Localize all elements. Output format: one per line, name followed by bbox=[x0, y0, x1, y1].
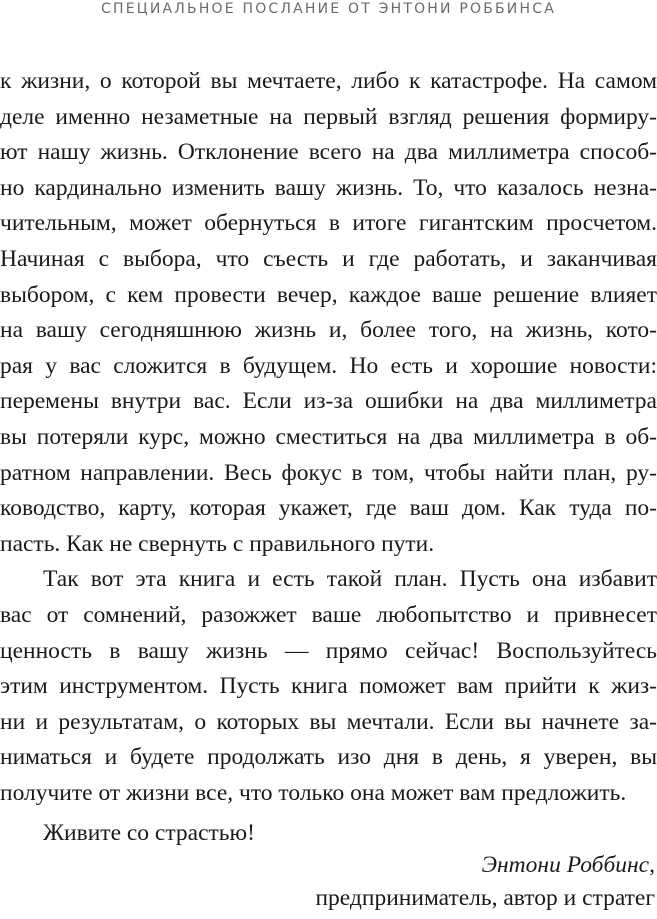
text-line: рая у вас сложится в будущем. Но есть и хорошие новости: bbox=[0, 352, 657, 379]
text-line: получите от жизни все, что только она может вам предложить. bbox=[0, 779, 627, 806]
text-line: чительным, может обернуться в итоге гигантским просчетом. bbox=[0, 210, 657, 237]
body-text bbox=[0, 64, 657, 811]
text-line: но кардинально изменить вашу жизнь. То, что казалось незна- bbox=[0, 174, 657, 201]
text-line: этим инструментом. Пусть книга поможет вам прийти к жиз- bbox=[0, 673, 657, 700]
text-line: ни и результатам, о которых вы мечтали. Если вы начнете за- bbox=[0, 708, 657, 735]
text-line: вы потеряли курс, можно сместиться на два миллиметра в об- bbox=[0, 423, 657, 450]
text-line: ют нашу жизнь. Отклонение всего на два миллиметра способ- bbox=[0, 139, 657, 166]
text-line: деле именно незаметные на первый взгляд решения формиру- bbox=[0, 103, 657, 130]
text-line: Начиная с выбора, что съесть и где работать, и заканчивая bbox=[0, 245, 657, 272]
text-line: Так вот эта книга и есть такой план. Пусть она избавит bbox=[43, 566, 657, 593]
closing-line: Живите со страстью! bbox=[43, 820, 255, 846]
text-line: ратном направлении. Весь фокус в том, чтобы найти план, ру- bbox=[0, 459, 657, 486]
text-line: ценность в вашу жизнь — прямо сейчас! Воспользуйтесь bbox=[0, 637, 657, 664]
text-line: на вашу сегодняшнюю жизнь и, более того, на жизнь, кото- bbox=[0, 317, 657, 344]
text-line: вас от сомнений, разожжет ваше любопытство и привнесет bbox=[0, 601, 657, 628]
text-line: пасть. Как не свернуть с правильного пути. bbox=[0, 530, 435, 557]
text-line: перемены внутри вас. Если из-за ошибки на два миллиметра bbox=[0, 388, 657, 415]
signature-title: предприниматель, автор и стратег bbox=[315, 885, 655, 911]
text-line: ководство, карту, которая укажет, где ваш дом. Как туда по- bbox=[0, 495, 657, 522]
text-line: к жизни, о которой вы мечтаете, либо к катастрофе. На самом bbox=[0, 68, 657, 94]
text-line: выбором, с кем провести вечер, каждое ваше решение влияет bbox=[0, 281, 657, 308]
running-header: СПЕЦИАЛЬНОЕ ПОСЛАНИЕ ОТ ЭНТОНИ РОББИНСА bbox=[101, 1, 556, 17]
signature-name: Энтони Роббинс, bbox=[481, 852, 655, 878]
text-line: ниматься и будете продолжать изо дня в день, я уверен, вы bbox=[0, 744, 657, 771]
